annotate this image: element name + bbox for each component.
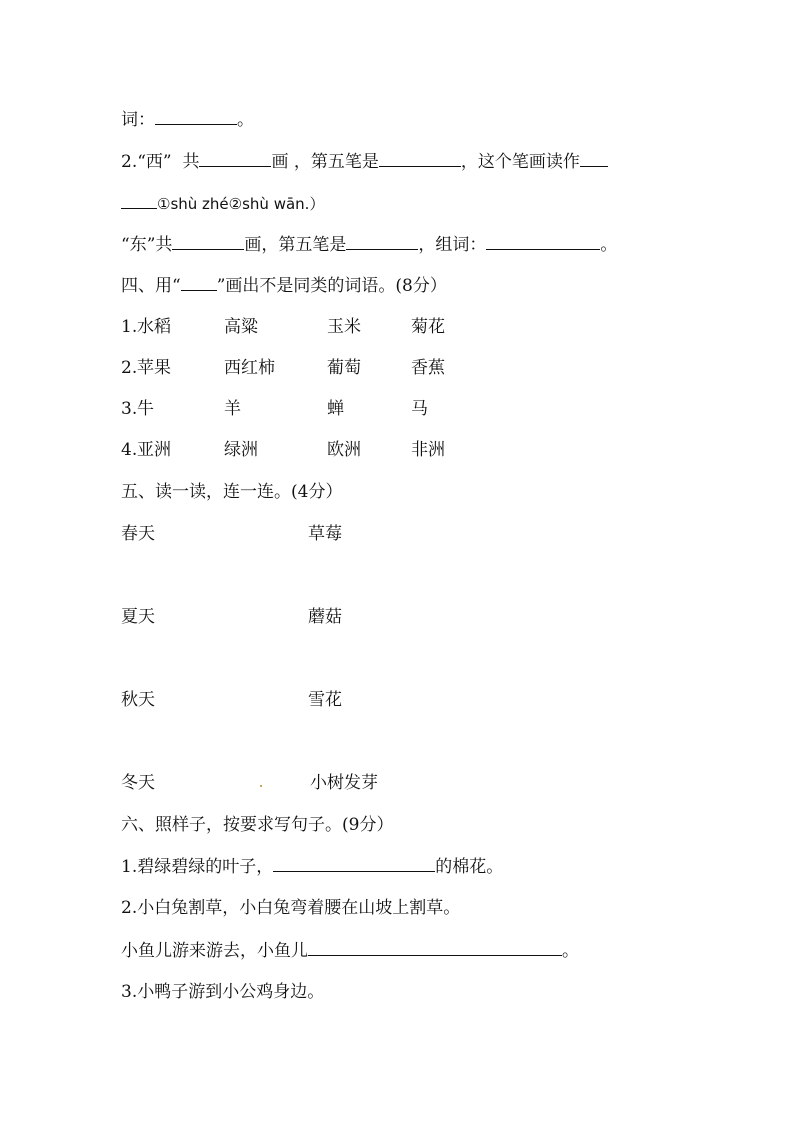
row-3-word-1[interactable]: 牛 xyxy=(137,399,154,419)
underline-sample xyxy=(181,274,217,291)
row-4-word-1[interactable]: 亚洲 xyxy=(137,440,171,460)
row-3-word-4[interactable]: 马 xyxy=(411,399,428,419)
row-2-word-3[interactable]: 葡萄 xyxy=(327,358,361,378)
section-4-title-a: 四、用“ xyxy=(121,276,181,296)
xi-hua: 画 xyxy=(271,152,289,172)
sentence-1 xyxy=(121,855,503,878)
row-1-word-4[interactable]: 菊花 xyxy=(411,317,445,337)
dong-char: “东” xyxy=(121,235,156,255)
sentence-2-task-end: 。 xyxy=(562,941,579,961)
dong-end: 。 xyxy=(600,235,618,255)
stray-dot xyxy=(260,785,262,787)
sentence-2-task-start: 小鱼儿游来游去，小鱼儿 xyxy=(121,941,308,961)
row-4-word-4[interactable]: 非洲 xyxy=(411,440,445,460)
sentence-1-start: 1.碧绿碧绿的叶子， xyxy=(121,857,274,877)
sentence-2: 2.小白兔割草，小白兔弯着腰在山坡上割草。 xyxy=(121,898,461,918)
dong-stroke-count-blank[interactable] xyxy=(172,233,244,250)
sentence-1-blank[interactable] xyxy=(273,855,435,872)
xi-reading-blank-b[interactable] xyxy=(121,192,157,209)
section-4-title-b: ”画出不是同类的词语。(8分） xyxy=(216,276,447,296)
match-mushroom[interactable]: 蘑菇 xyxy=(308,607,342,627)
xi-fifth-stroke-blank[interactable] xyxy=(379,150,461,167)
season-winter[interactable]: 冬天 xyxy=(121,773,155,793)
row-2-number: 2. xyxy=(121,358,138,378)
dong-fifth-label: ，第五笔是 xyxy=(261,235,347,255)
dong-fifth-stroke-blank[interactable] xyxy=(346,233,418,250)
match-sprouting-tree[interactable]: 小树发芽 xyxy=(310,773,378,793)
stroke-options: ①shù zhé②shù wān xyxy=(157,195,305,213)
row-4-word-3[interactable]: 欧洲 xyxy=(327,440,361,460)
section-5-title: 五、读一读，连一连。(4分） xyxy=(121,482,343,502)
row-3-word-2[interactable]: 羊 xyxy=(224,399,241,419)
row-1-word-3[interactable]: 玉米 xyxy=(327,317,361,337)
row-1-word-2[interactable]: 高粱 xyxy=(224,317,258,337)
section-6-title: 六、照样子，按要求写句子。(9分） xyxy=(121,815,394,835)
word-end: 。 xyxy=(237,110,254,130)
options-end: .） xyxy=(304,195,325,213)
dong-hua: 画 xyxy=(244,235,262,255)
season-spring[interactable]: 春天 xyxy=(121,524,155,544)
xi-gong: 共 xyxy=(182,152,200,172)
row-4-number: 4. xyxy=(121,440,138,460)
xi-line xyxy=(121,150,608,173)
sentence-2-task xyxy=(121,939,579,962)
xi-stroke-count-blank[interactable] xyxy=(199,150,271,167)
match-strawberry[interactable]: 草莓 xyxy=(308,524,342,544)
sentence-3: 3.小鸭子游到小公鸡身边。 xyxy=(121,982,325,1002)
xi-read-label: ，这个笔画读作 xyxy=(460,152,580,172)
word-label: 词： xyxy=(121,110,155,130)
dong-gong: 共 xyxy=(155,235,173,255)
section-4-title xyxy=(121,274,447,297)
row-2-word-1[interactable]: 苹果 xyxy=(137,358,171,378)
match-snowflake[interactable]: 雪花 xyxy=(308,690,342,710)
row-1-number: 1. xyxy=(121,317,138,337)
season-summer[interactable]: 夏天 xyxy=(121,607,155,627)
row-2-word-4[interactable]: 香蕉 xyxy=(411,358,445,378)
xi-reading-blank-a[interactable] xyxy=(580,150,608,167)
dong-line xyxy=(121,233,617,256)
row-4-word-2[interactable]: 绿洲 xyxy=(224,440,258,460)
row-3-word-3[interactable]: 蝉 xyxy=(327,399,344,419)
row-1-word-1[interactable]: 水稻 xyxy=(137,317,171,337)
dong-word-label: ，组词： xyxy=(418,235,487,255)
sentence-1-end: 的棉花。 xyxy=(435,857,504,877)
word-line xyxy=(121,108,254,131)
xi-number: 2. xyxy=(121,152,138,172)
sentence-2-blank[interactable] xyxy=(308,939,562,956)
row-2-word-2[interactable]: 西红柿 xyxy=(224,358,275,378)
options-line xyxy=(121,192,324,215)
xi-fifth-label: ，第五笔是 xyxy=(293,152,379,172)
word-blank[interactable] xyxy=(155,108,237,125)
row-3-number: 3. xyxy=(121,399,138,419)
dong-word-blank[interactable] xyxy=(486,233,600,250)
xi-char: “西” xyxy=(137,152,172,172)
season-autumn[interactable]: 秋天 xyxy=(121,690,155,710)
